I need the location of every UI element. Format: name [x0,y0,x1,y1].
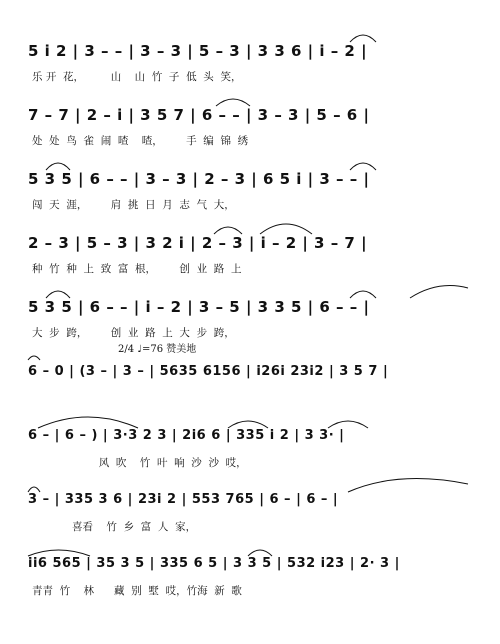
notation: 3 – | 335 3 6 | 23i 2 | 553 765 | 6 – | 6 – | [28,492,339,507]
lyrics: 闯 天 涯， 肩 挑 日 月 志 气 大， [32,199,235,211]
notation: 5 3 5 | 6 – – | i – 2 | 3 – 5 | 3 3 5 | 6 – – | [28,298,370,316]
notation: 6 – 0 | (3 – | 3 – | 5635 6156 | i26i 23i2 | 3 5 7 | [28,364,389,379]
lyrics: 种 竹 种 上 致 富 根， 创 业 路 上 [32,263,242,275]
lyrics: 大 步 跨， 创 业 路 上 大 步 跨， [32,327,235,339]
notation: 7 – 7 | 2 – i | 3 5 7 | 6 – – | 3 – 3 | 5 – 6 | [28,106,370,124]
lyrics: 喜看 竹 乡 富 人 家， [32,521,197,533]
tempo-marking: 2/4 ♩=76 赞美地 [118,344,197,355]
lyrics: 乐 开 花， 山 山 竹 子 低 头 笑， [32,71,242,83]
lyrics: 青青 竹 林 藏 别 墅 哎，竹海 新 歌 [32,585,242,597]
lyrics: 风 吹 竹 叶 响 沙 沙 哎， [32,457,247,469]
notation: 2 – 3 | 5 – 3 | 3 2 i | 2 – 3 | i – 2 | 3 – 7 | [28,234,368,252]
notation: 6 – | 6 – ) | 3·3 2 3 | 2i6 6 | 335 i 2 | 3 3· | [28,428,345,443]
lyrics: 处 处 鸟 雀 闹 喳 喳， 手 编 锦 绣 [32,135,249,147]
notation: 5 3 5 | 6 – – | 3 – 3 | 2 – 3 | 6 5 i | 3 – – | [28,170,370,188]
notation: ii6 565 | 35 3 5 | 335 6 5 | 3 3 5 | 532 i23 | 2· 3 | [28,556,400,571]
notation: 5 i 2 | 3 – – | 3 – 3 | 5 – 3 | 3 3 6 | i – 2 | [28,42,368,60]
